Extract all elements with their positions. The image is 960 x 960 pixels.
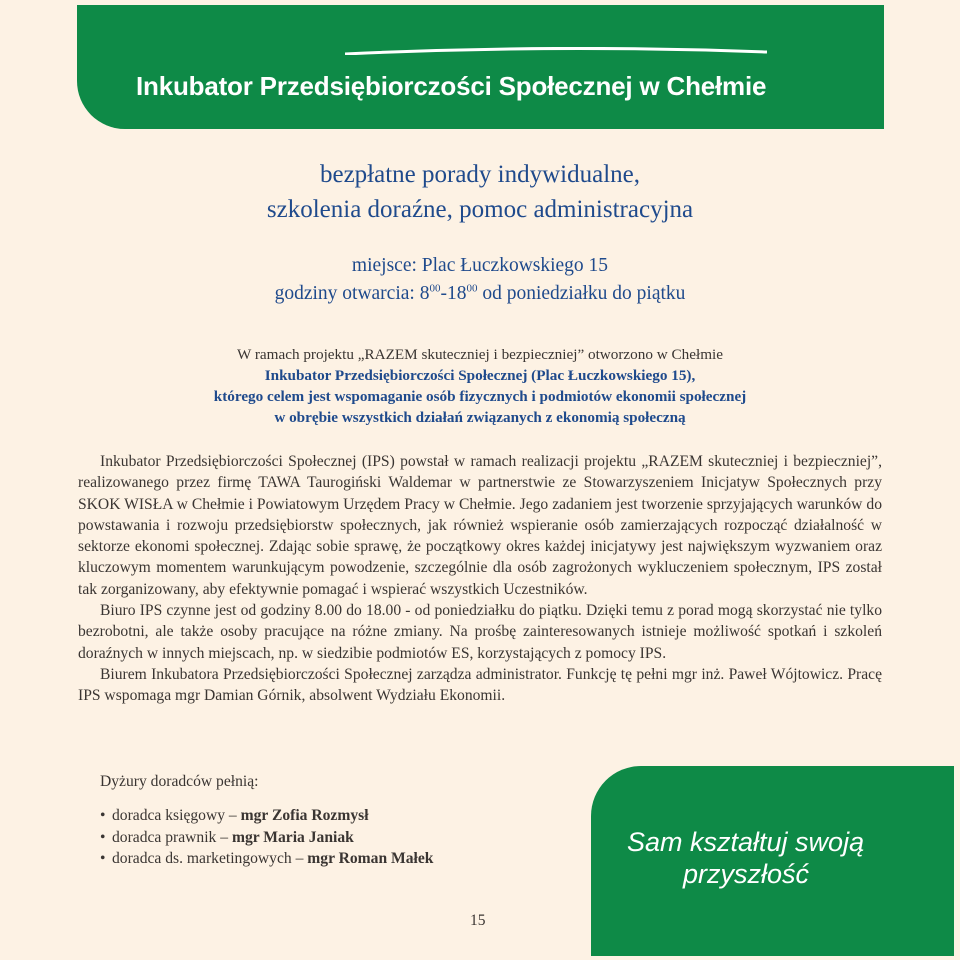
list-item bbox=[100, 805, 433, 827]
duty-role: doradca ds. marketingowych – bbox=[112, 850, 308, 867]
duty-person: mgr Maria Janiak bbox=[231, 828, 354, 846]
lead-line-3: którego celem jest wspomaganie osób fizycznych i podmiotów ekonomii społecznej bbox=[213, 388, 747, 405]
hours-mid: -18 bbox=[440, 283, 467, 304]
duty-person: mgr Zofia Rozmysł bbox=[240, 807, 369, 824]
list-item bbox=[100, 827, 433, 849]
duty-role: doradca prawnik – bbox=[112, 828, 232, 846]
services-line-2: szkolenia doraźne, pomoc administracyjna bbox=[266, 196, 694, 223]
page-title: Inkubator Przedsiębiorczości Społecznej w Chełmie bbox=[136, 71, 767, 101]
page-number: 15 bbox=[470, 912, 486, 929]
lead-line-2: Inkubator Przedsiębiorczości Społecznej (Plac Łuczkowskiego 15), bbox=[264, 367, 696, 384]
duty-person: mgr Roman Małek bbox=[307, 850, 434, 867]
hours-close-minutes: 00 bbox=[466, 282, 478, 295]
body-paragraph-3: Biurem Inkubatora Przedsiębiorczości Społecznej zarządza administrator. Funkcję tę pełni mgr inż. Paweł Wójtowicz. Pracę IPS wspomaga mgr Damian Górnik, absolwent Wydziału Ekonomii. bbox=[78, 665, 882, 705]
duty-role: doradca księgowy – bbox=[112, 807, 241, 824]
body-paragraph-2: Biuro IPS czynne jest od godziny 8.00 do 18.00 - od poniedziałku do piątku. Dzięki temu z porad mogą skorzystać nie tylko bezrobotni, ale także osoby pracujące na różne zmiany. Na prośbę zainteresowanych istnieje możliwość spotkań i szkoleń doraźnych w innych miejscach, np. w siedzibie podmiotów ES, korzystających z pomocy IPS. bbox=[78, 602, 882, 662]
hours-open-minutes: 00 bbox=[429, 282, 441, 295]
header-banner bbox=[77, 5, 884, 129]
body-text bbox=[78, 451, 882, 707]
lead-line-4: w obrębie wszystkich działań związanych z ekonomią społeczną bbox=[274, 409, 686, 426]
opening-hours bbox=[0, 280, 960, 308]
duties-heading: Dyżury doradców pełnią: bbox=[100, 773, 259, 790]
slogan bbox=[627, 826, 864, 890]
slogan-line-1: Sam kształtuj swoją bbox=[627, 827, 865, 857]
list-item bbox=[100, 848, 433, 870]
hours-suffix: od poniedziałku do piątku bbox=[477, 283, 686, 304]
slogan-line-2: przyszłość bbox=[683, 859, 810, 889]
services-line-1: bezpłatne porady indywidualne, bbox=[319, 161, 641, 188]
lead-line-1: W ramach projektu „RAZEM skuteczniej i bezpieczniej” otworzono w Chełmie bbox=[237, 346, 723, 363]
body-paragraph-1: Inkubator Przedsiębiorczości Społecznej (IPS) powstał w ramach realizacji projektu „RAZEM skuteczniej i bezpieczniej”, realizowanego przez firmę TAWA Taurogiński Waldemar w partnerstwie ze Stowarzyszeniem Inicjatyw Społecznych przy SKOK WISŁA w Chełmie i Powiatowym Urzędem Pracy w Chełmie. Jego zadaniem jest tworzenie sprzyjających warunków do powstawania i rozwoju przedsiębiorstw społecznych, jak również wspieranie osób zamierzających rozpocząć działalność w sektorze ekonomi społecznej. Zdając sobie sprawę, że początkowy okres każdej inicjatywy jest największym wyzwaniem oraz kluczowym momentem warunkującym powodzenie, szczególnie dla osób zagrożonych wykluczeniem społecznym, IPS został tak zorganizowany, aby efektywnie pomagać i wspierać wszystkich Uczestników. bbox=[78, 453, 882, 598]
place-info: miejsce: Plac Łuczkowskiego 15 bbox=[351, 255, 609, 276]
duties-list bbox=[100, 805, 433, 870]
hours-prefix: godziny otwarcia: 8 bbox=[274, 283, 430, 304]
header-decorative-line bbox=[345, 47, 767, 55]
